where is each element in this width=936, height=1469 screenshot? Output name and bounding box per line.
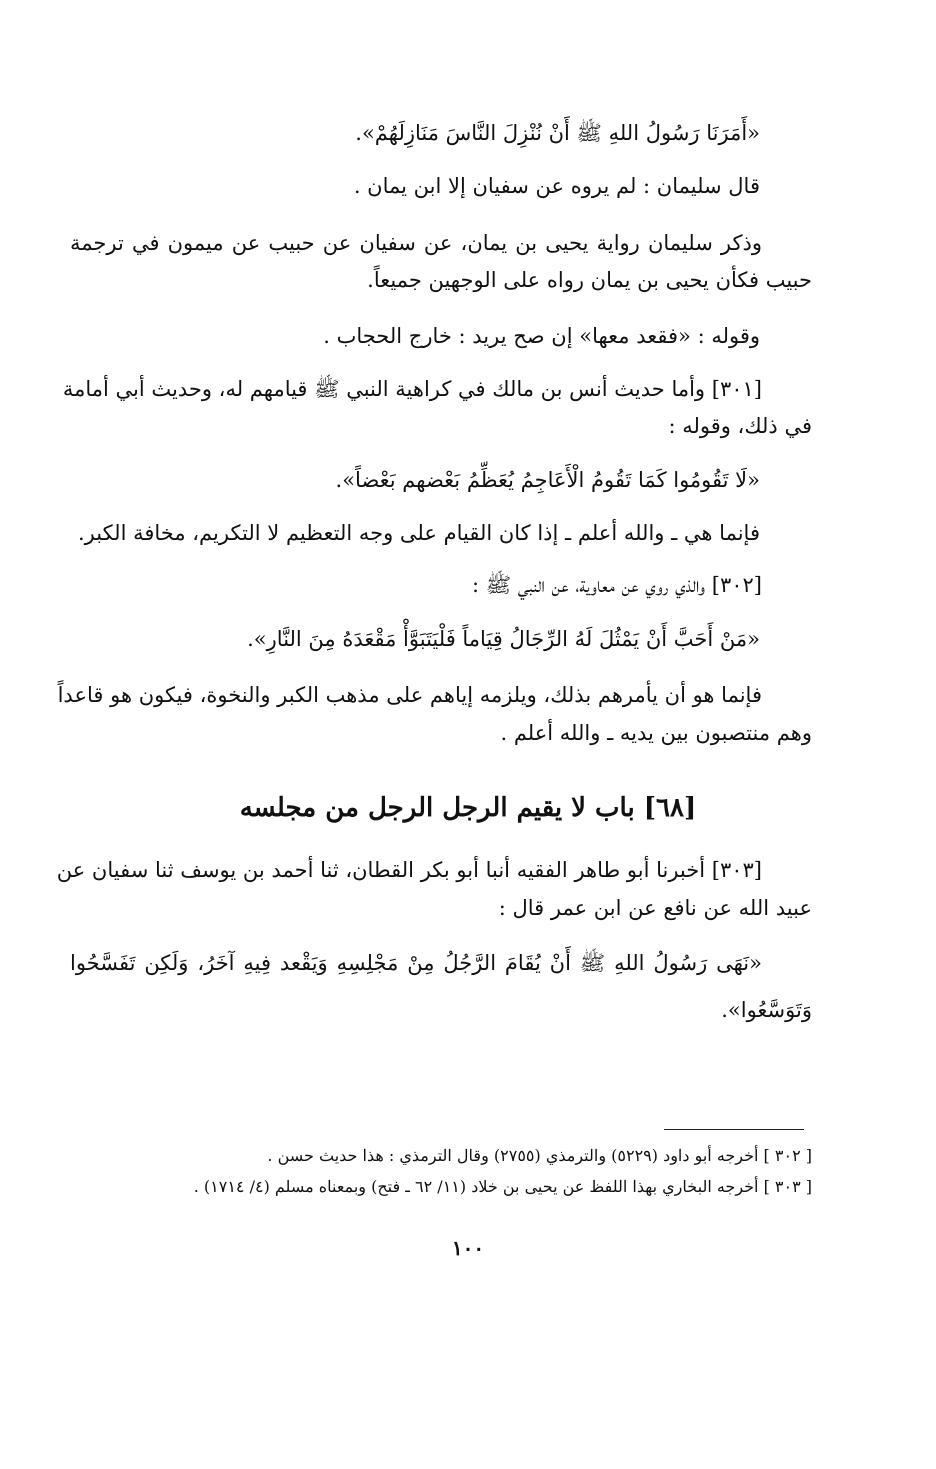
text-line: في ذلك، وقوله : — [668, 414, 812, 438]
hadith-quote-line: وَتَوَسَّعُوا». — [721, 998, 812, 1022]
text-line: عبيد الله عن نافع عن ابن عمر قال : — [498, 896, 812, 920]
text-line: [٣٠١] وأما حديث أنس بن مالك في كراهية النبي ﷺ قيامهم له، وحديث أبي أمامة — [62, 377, 762, 401]
footnote: [ ٣٠٣ ] أخرجه البخاري بهذا اللفظ عن يحيى بن خلاد (١١/ ٦٢ ـ فتح) وبمعناه مسلم (٤/ ١٧١٤) . — [193, 1177, 812, 1196]
text-line: حبيب فكأن يحيى بن يمان رواه على الوجهين جميعاً. — [367, 268, 812, 292]
text-line: قال سليمان : لم يروه عن سفيان إلا ابن يمان . — [353, 174, 760, 198]
hadith-quote-line: «نَهَى رَسُولُ اللهِ ﷺ أَنْ يُقَامَ الرَّجُلُ مِنْ مَجْلِسِهِ وَيَقْعد فِيهِ آخَرُ، وَلَكِن تَفَسَّحُوا — [70, 951, 762, 975]
footnote: [ ٣٠٢ ] أخرجه أبو داود (٥٢٢٩) والترمذي (٢٧٥٥) وقال الترمذي : هذا حديث حسن . — [267, 1146, 812, 1165]
text-line: وقوله : «فقعد معها» إن صح يريد : خارج الحجاب . — [323, 324, 760, 348]
hadith-quote-line: «مَنْ أَحَبَّ أَنْ يَمْثُلَ لَهُ الرِّجَالُ قِيَاماً فَلْيَتَبَوَّأْ مَقْعَدَهُ مِنَ النَّارِ». — [247, 627, 760, 651]
hadith-quote-line: «لَا تَقُومُوا كَمَا تَقُومُ الْأَعَاجِمُ يُعَظِّمُ بَعْضهم بَعْضاً». — [335, 468, 760, 492]
chapter-heading: [٦٨] باب لا يقيم الرجل الرجل من مجلسه — [239, 793, 697, 823]
text-line: وهم منتصبون بين يديه ـ والله أعلم . — [500, 721, 812, 745]
text-line: [٣٠٢] والذي روي عن معاوية، عن النبي ﷺ : — [472, 573, 762, 597]
text-line: فإنما هي ـ والله أعلم ـ إذا كان القيام على وجه التعظيم لا التكريم، مخافة الكبر. — [77, 521, 760, 545]
page-number: ١٠٠ — [451, 1236, 485, 1260]
text-line: وذكر سليمان رواية يحيى بن يمان، عن سفيان عن حبيب عن ميمون في ترجمة — [70, 231, 762, 255]
hadith-quote-line: «أَمَرَنَا رَسُولُ اللهِ ﷺ أَنْ نُنْزِلَ النَّاسَ مَنَازِلَهُمْ». — [355, 121, 760, 145]
text-line: [٣٠٣] أخبرنا أبو طاهر الفقيه أنبا أبو بكر القطان، ثنا أحمد بن يوسف ثنا سفيان عن — [56, 858, 762, 882]
footnote-separator — [664, 1129, 804, 1130]
text-line: فإنما هو أن يأمرهم بذلك، ويلزمه إياهم على مذهب الكبر والنخوة، فيكون هو قاعداً — [57, 683, 762, 707]
